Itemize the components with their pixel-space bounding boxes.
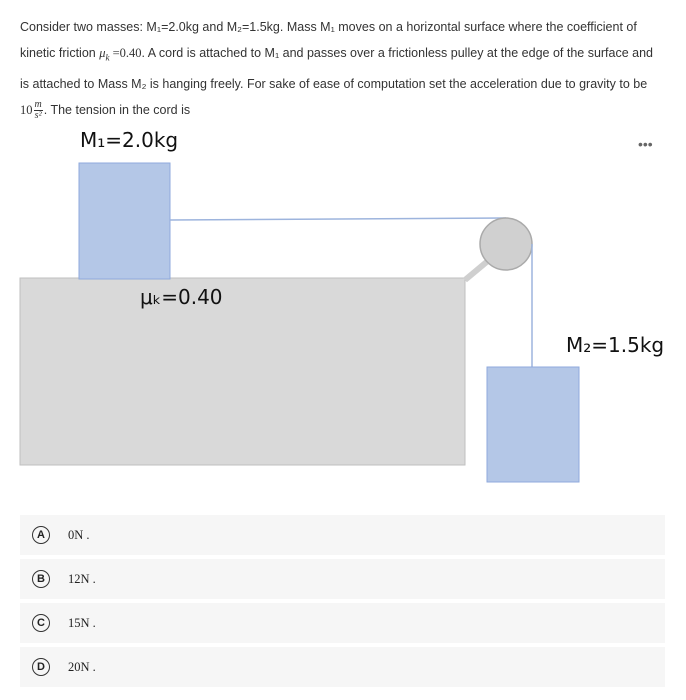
question-text-fragment: . The tension in the cord is — [43, 102, 191, 117]
option-letter-a: A — [32, 526, 50, 544]
pulley — [480, 218, 532, 270]
answer-option-a[interactable] — [20, 515, 665, 555]
more-options-icon[interactable]: ••• — [638, 136, 653, 152]
option-letter-d: D — [32, 658, 50, 676]
answer-option-b[interactable] — [20, 559, 665, 599]
option-letter-c: C — [32, 614, 50, 632]
option-text-d: 20N . — [68, 659, 96, 674]
answer-option-d[interactable] — [20, 647, 665, 687]
question-line-1: Consider two masses: M₁=2.0kg and M₂=1.5kg. Mass M₁ moves on a horizontal surface where the coefficient of — [20, 20, 637, 34]
question-text-fragment: kinetic friction — [20, 46, 100, 60]
mu-char: μ — [99, 46, 106, 60]
option-text-a: 0N . — [68, 527, 90, 542]
mu-subscript: k — [105, 52, 110, 63]
mass-2-label: M₂=1.5kg — [566, 333, 665, 357]
option-text-b: 12N . — [68, 571, 96, 586]
option-letter-b: B — [32, 570, 50, 588]
gravity-value: 10 — [20, 102, 33, 117]
gravity-unit-num: m — [34, 98, 42, 110]
mass-1-block — [79, 163, 170, 279]
cord-horizontal — [170, 218, 506, 220]
friction-label: μₖ=0.40 — [140, 285, 223, 309]
mu-value: =0.40 — [109, 46, 142, 60]
horizontal-surface — [20, 278, 465, 465]
answer-option-c[interactable] — [20, 603, 665, 643]
gravity-unit-den: s² — [34, 109, 42, 121]
mass-2-block — [487, 367, 579, 482]
question-line-3: is attached to Mass M₂ is hanging freely. For sake of ease of computation set the acceleration due to gravity to be — [20, 76, 648, 91]
mass-1-label: M₁=2.0kg — [80, 128, 179, 152]
option-text-c: 15N . — [68, 615, 96, 630]
question-text-fragment: . A cord is attached to M₁ and passes over a frictionless pulley at the edge of the surface and — [141, 46, 654, 60]
